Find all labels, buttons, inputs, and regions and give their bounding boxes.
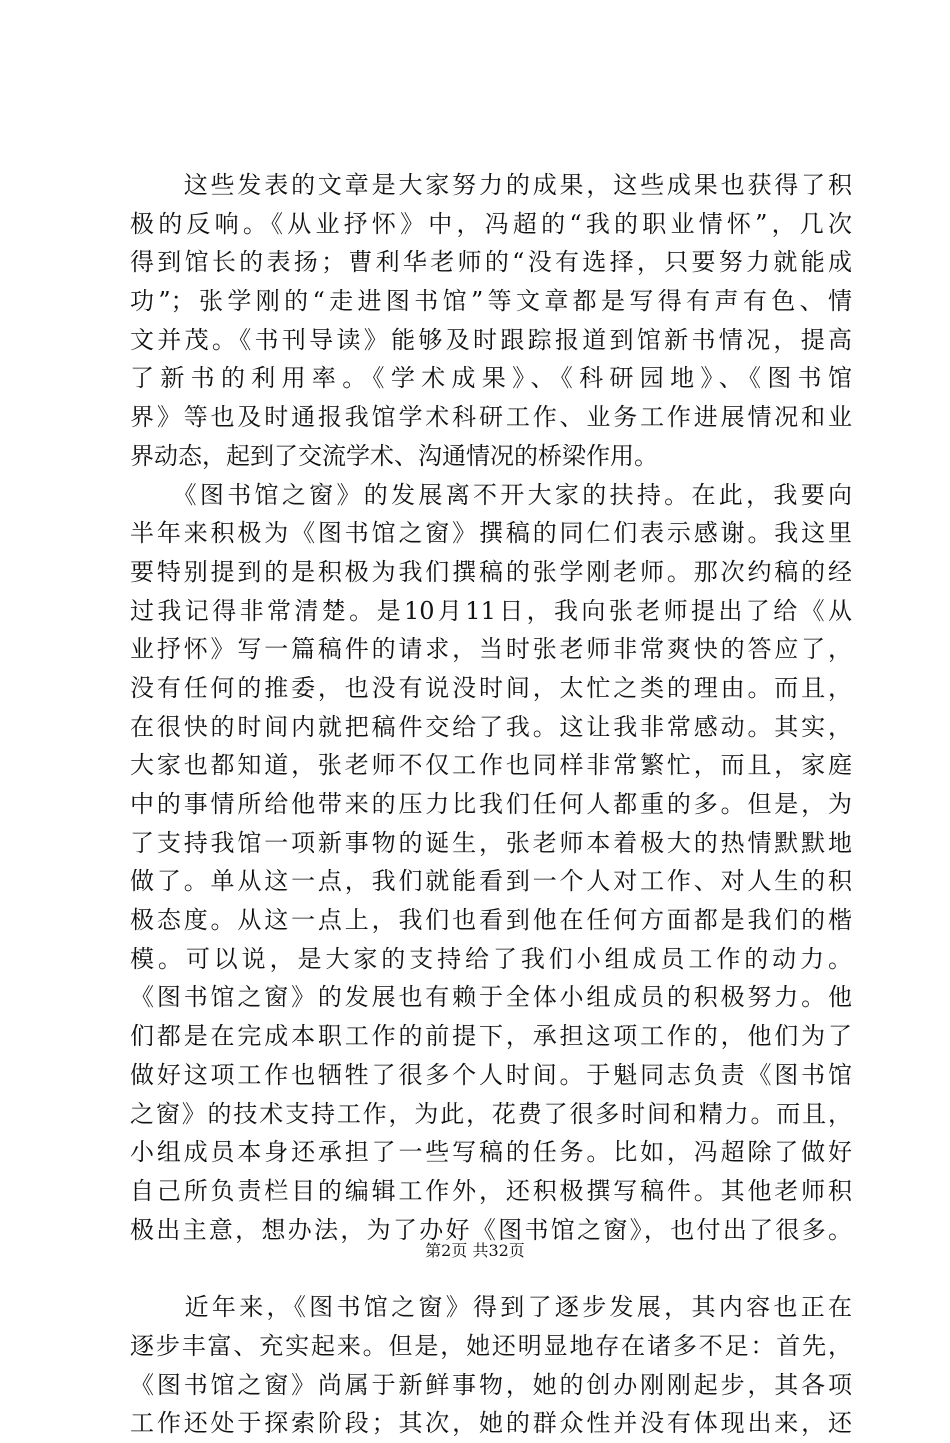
text-line: 之窗》的技术支持工作，为此，花费了很多时间和精力。而且，: [130, 1099, 852, 1128]
text-line: 了新书的利用率。《学术成果》、《科研园地》、《图书馆: [130, 364, 852, 393]
text-line: 大家也都知道，张老师不仅工作也同样非常繁忙，而且，家庭: [130, 751, 852, 780]
text-line: 半年来积极为《图书馆之窗》撰稿的同仁们表示感谢。我这里: [130, 519, 852, 548]
text-line: 中的事情所给他带来的压力比我们任何人都重的多。但是，为: [130, 790, 852, 818]
text-line: 做了。单从这一点，我们就能看到一个人对工作、对人生的积: [130, 867, 852, 896]
text-line: 《图书馆之窗》尚属于新鲜事物，她的创办刚刚起步，其各项: [130, 1370, 852, 1399]
text-line: 逐步丰富、充实起来。但是，她还明显地存在诸多不足：首先，: [130, 1331, 852, 1360]
text-line: 《图书馆之窗》的发展也有赖于全体小组成员的积极努力。他: [130, 983, 852, 1012]
text-line: 要特别提到的是积极为我们撰稿的张学刚老师。那次约稿的经: [130, 557, 852, 586]
page-number-label: 第2页 共32页: [425, 1241, 525, 1260]
text-line: 近年来，《图书馆之窗》得到了逐步发展，其内容也正在: [130, 1293, 852, 1322]
text-line: 界》等也及时通报我馆学术科研工作、业务工作进展情况和业: [130, 403, 852, 432]
text-line: 极出主意，想办法，为了办好《图书馆之窗》，也付出了很多。: [130, 1215, 852, 1244]
text-line: 自己所负责栏目的编辑工作外，还积极撰写稿件。其他老师积: [130, 1176, 852, 1205]
paragraph-3: [130, 1288, 852, 1443]
text-line: 界动态，起到了交流学术、沟通情况的桥梁作用。: [130, 441, 658, 470]
paragraph-1: [130, 166, 852, 476]
text-line: 业抒怀》写一篇稿件的请求，当时张老师非常爽快的答应了，: [130, 635, 852, 664]
text-line: 模。可以说，是大家的支持给了我们小组成员工作的动力。: [130, 944, 852, 973]
text-line: 《图书馆之窗》的发展离不开大家的扶持。在此，我要向: [130, 480, 852, 509]
text-line: 文并茂。《书刊导读》能够及时跟踪报道到馆新书情况，提高: [130, 325, 852, 354]
text-line: 没有任何的推委，也没有说没时间，太忙之类的理由。而且，: [130, 673, 852, 702]
text-line: 做好这项工作也牺牲了很多个人时间。于魁同志负责《图书馆: [130, 1060, 852, 1089]
text-line: 小组成员本身还承担了一些写稿的任务。比如，冯超除了做好: [130, 1138, 852, 1167]
text-line: 得到馆长的表扬；曹利华老师的“没有选择，只要努力就能成: [130, 248, 852, 277]
text-line: 功”；张学刚的“走进图书馆”等文章都是写得有声有色、情: [130, 287, 852, 316]
text-line: 极的反响。《从业抒怀》中，冯超的“我的职业情怀”，几次: [130, 209, 852, 238]
text-line: 了支持我馆一项新事物的诞生，张老师本着极大的热情默默地: [130, 828, 852, 857]
text-line: 工作还处于探索阶段；其次，她的群众性并没有体现出来，还: [130, 1409, 852, 1438]
paragraph-2: [130, 476, 852, 1250]
page-footer: [0, 1240, 950, 1262]
text-line: 这些发表的文章是大家努力的成果，这些成果也获得了积: [130, 171, 852, 199]
text-line: 极态度。从这一点上，我们也看到他在任何方面都是我们的楷: [130, 906, 852, 935]
text-line: 们都是在完成本职工作的前提下，承担这项工作的，他们为了: [130, 1022, 852, 1051]
text-line: 过我记得非常清楚。是10月11日，我向张老师提出了给《从: [130, 596, 852, 625]
text-line: 在很快的时间内就把稿件交给了我。这让我非常感动。其实，: [130, 712, 852, 741]
